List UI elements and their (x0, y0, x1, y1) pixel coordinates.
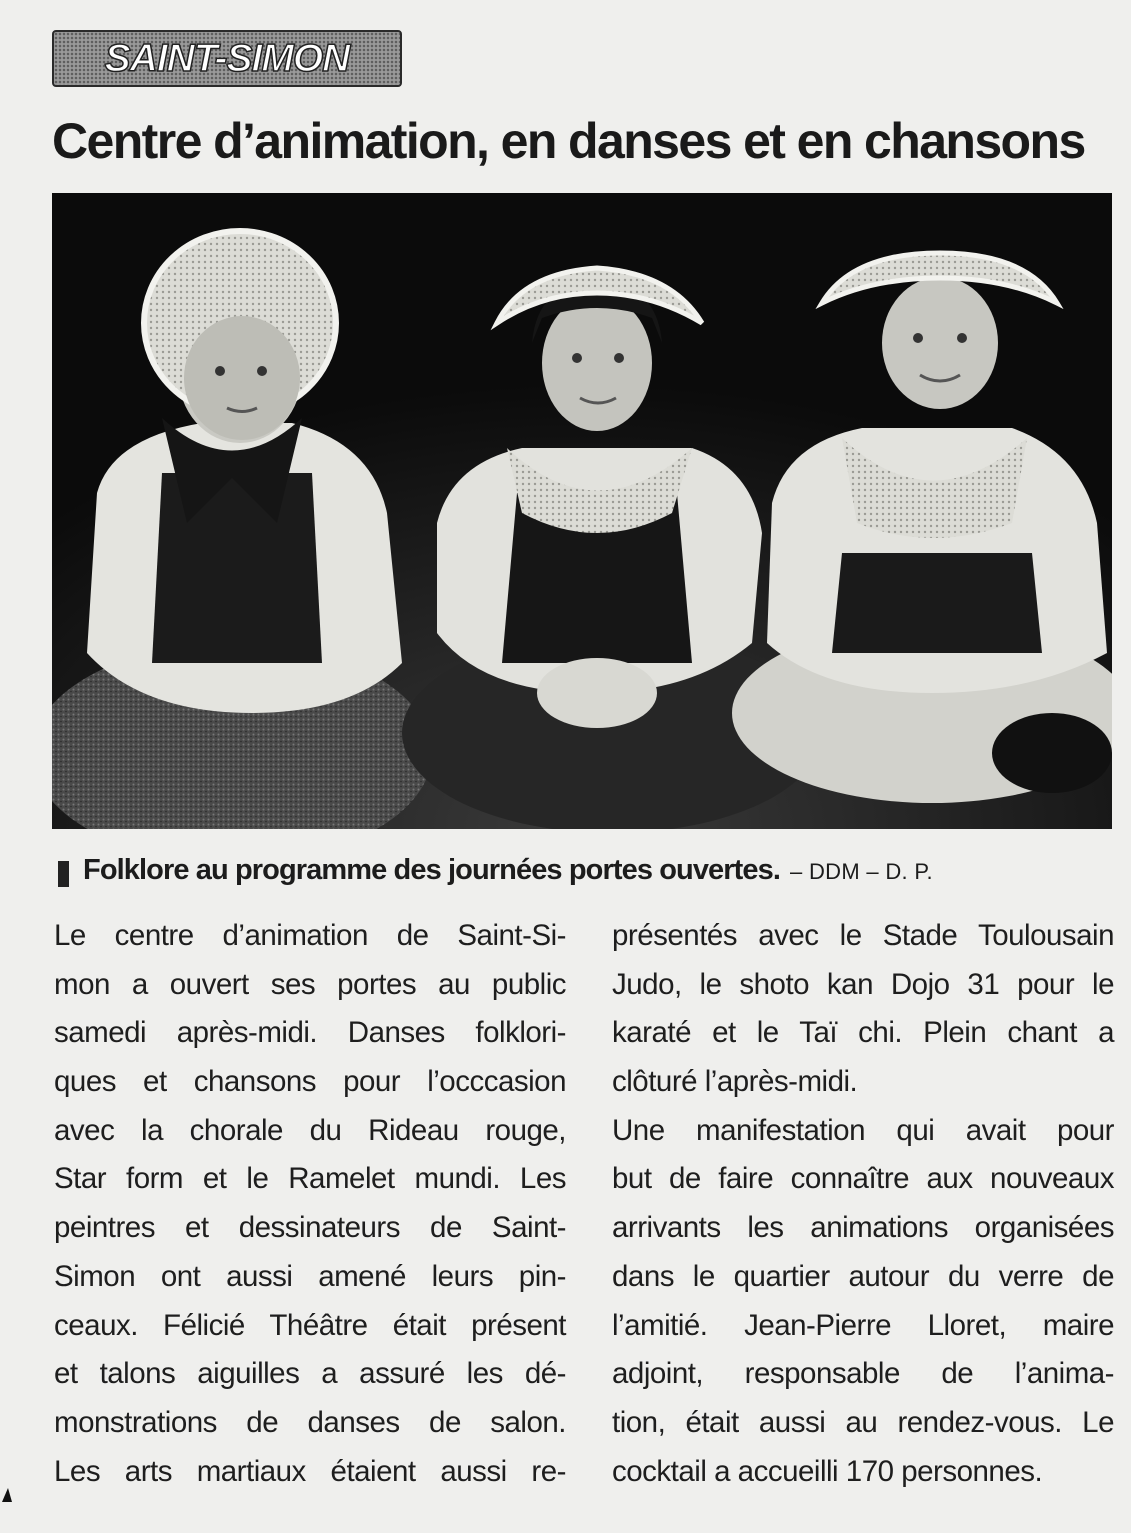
text-line: karaté et le Taï chi. Plein chant a (612, 1016, 1114, 1050)
text-line: monstrations de danses de salon. (54, 1405, 566, 1439)
article-photo (52, 193, 1112, 829)
article-headline: Centre d’animation, en danses et en chansons (52, 113, 1085, 169)
text-line: samedi après-midi. Danses folklori- (54, 1016, 566, 1050)
text-line: dans le quartier autour du verre de (612, 1259, 1114, 1293)
article-column-right (612, 912, 1114, 1496)
text-line: Simon ont aussi amené leurs pin- (54, 1259, 566, 1293)
text-line: Les arts martiaux étaient aussi re- (54, 1454, 566, 1488)
text-line: Judo, le shoto kan Dojo 31 pour le (612, 967, 1114, 1001)
text-line: Une manifestation qui avait pour (612, 1113, 1114, 1147)
text-line: peintres et dessinateurs de Saint- (54, 1211, 566, 1245)
text-line: présentés avec le Stade Toulousain (612, 919, 1114, 952)
text-line: l’amitié. Jean-Pierre Lloret, maire (612, 1308, 1114, 1342)
text-line: cocktail a accueilli 170 personnes. (612, 1454, 1043, 1488)
text-line: avec la chorale du Rideau rouge, (54, 1113, 566, 1147)
text-line: but de faire connaître aux nouveaux (612, 1162, 1114, 1196)
caption-text: Folklore au programme des journées portes ouvertes. (83, 854, 781, 886)
article-column-left (54, 912, 566, 1496)
text-line: Star form et le Ramelet mundi. Les (54, 1162, 566, 1196)
text-line: clôturé l’après-midi. (612, 1065, 858, 1099)
text-line: arrivants les animations organisées (612, 1211, 1114, 1245)
caption-bar-icon (58, 861, 69, 887)
text-line: et talons aiguilles a assuré les dé- (54, 1357, 566, 1391)
photograph-three-children-icon (52, 193, 1112, 829)
photo-credit: – DDM – D. P. (790, 859, 933, 884)
text-line: ceaux. Félicié Théâtre était présent (54, 1308, 566, 1342)
text-line: Le centre d’animation de Saint-Si- (54, 919, 566, 952)
section-kicker (52, 30, 402, 87)
section-kicker-label: SAINT-SIMON (104, 36, 350, 80)
text-line: adjoint, responsable de l’anima- (612, 1357, 1114, 1391)
text-line: tion, était aussi au rendez-vous. Le (612, 1405, 1114, 1439)
text-line: ques et chansons pour l’occcasion (54, 1065, 566, 1099)
photo-caption (58, 854, 1108, 894)
scan-speck-icon (0, 1484, 16, 1504)
text-line: mon a ouvert ses portes au public (54, 967, 566, 1001)
